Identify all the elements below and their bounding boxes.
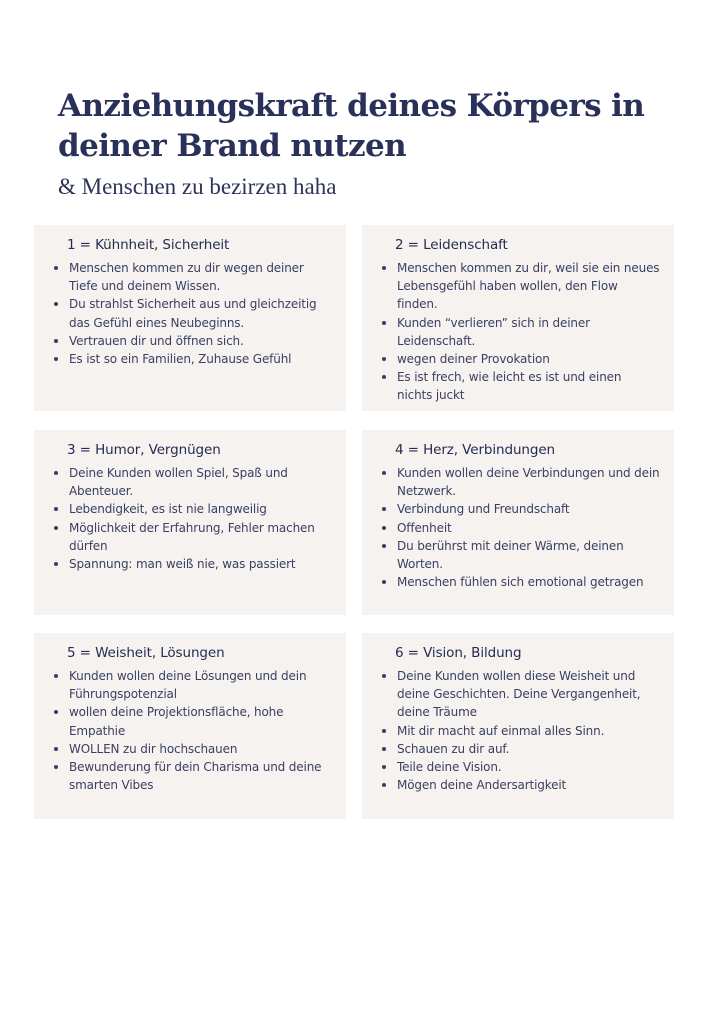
bullet-icon (54, 674, 58, 678)
list-item-text: Menschen fühlen sich emotional getragen (397, 575, 644, 590)
list-item-text: WOLLEN zu dir hochschauen (69, 741, 238, 756)
list-item-text: wegen deiner Provokation (397, 352, 550, 367)
page-subtitle: & Menschen zu bezirzen haha (58, 174, 337, 199)
card-heading: 3 = Humor, Vergnügen (67, 442, 221, 458)
list-item (382, 667, 660, 722)
list-item (382, 519, 660, 537)
card-vision (362, 633, 674, 819)
bullet-icon (54, 266, 58, 270)
bullet-icon (382, 544, 386, 548)
list-item (382, 722, 660, 740)
card-heading: 1 = Kühnheit, Sicherheit (67, 237, 230, 253)
list-item-text: Verbindung und Freundschaft (397, 502, 570, 517)
list-item-text: Mögen deine Andersartigkeit (397, 778, 567, 793)
list-item (54, 740, 332, 758)
bullet-icon (54, 302, 58, 306)
card-heading: 5 = Weisheit, Lösungen (67, 645, 225, 661)
card-herz (362, 430, 674, 615)
bullet-icon (382, 580, 386, 584)
list-item-text: Kunden wollen deine Lösungen und dein Führungspotenzial (69, 669, 307, 702)
bullet-icon (382, 266, 386, 270)
list-item (382, 350, 660, 368)
bullet-icon (382, 471, 386, 475)
bullet-icon (382, 747, 386, 751)
list-item-text: Es ist frech, wie leicht es ist und einen nichts juckt (397, 370, 622, 403)
list-item (54, 464, 332, 500)
page-title: Anziehungskraft deines Körpers in deiner Brand nutzen (58, 88, 645, 164)
list-item-text: Teile deine Vision. (397, 760, 502, 775)
list-item-text: Mit dir macht auf einmal alles Sinn. (397, 723, 605, 738)
list-item (54, 703, 332, 739)
list-item (382, 500, 660, 518)
list-item-text: Lebendigkeit, es ist nie langweilig (69, 502, 267, 517)
list-item-text: Spannung: man weiß nie, was passiert (69, 557, 296, 572)
list-item-text: Deine Kunden wollen Spiel, Spaß und Abenteuer. (69, 466, 288, 499)
bullet-list (54, 667, 332, 794)
list-item-text: Kunden wollen deine Verbindungen und dein Netzwerk. (397, 466, 660, 499)
list-item-text: Kunden “verlieren” sich in deiner Leidenschaft. (397, 315, 590, 348)
list-item-text: wollen deine Projektionsfläche, hohe Empathie (69, 705, 284, 738)
list-item (382, 776, 660, 794)
list-item (382, 758, 660, 776)
list-item-text: Vertrauen dir und öffnen sich. (69, 333, 244, 348)
list-item-text: Du berührst mit deiner Wärme, deinen Worten. (397, 538, 624, 572)
bullet-icon (54, 471, 58, 475)
bullet-icon (54, 710, 58, 714)
list-item-text: Offenheit (397, 520, 452, 535)
list-item (54, 555, 332, 573)
list-item (382, 537, 660, 573)
list-item (382, 740, 660, 758)
bullet-icon (382, 783, 386, 787)
list-item-text: Du strahlst Sicherheit aus und gleichzeitig das Gefühl eines Neubeginns. (69, 297, 317, 330)
bullet-icon (382, 375, 386, 379)
bullet-icon (382, 729, 386, 733)
bullet-list (382, 667, 660, 794)
bullet-icon (382, 526, 386, 530)
list-item (54, 758, 332, 794)
list-item (54, 350, 332, 368)
bullet-icon (54, 526, 58, 530)
bullet-icon (54, 357, 58, 361)
bullet-list (382, 259, 660, 405)
bullet-icon (382, 507, 386, 511)
list-item (382, 314, 660, 350)
card-kuehnheit (34, 225, 346, 411)
bullet-list (54, 259, 332, 368)
bullet-list (382, 464, 660, 591)
list-item-text: Möglichkeit der Erfahrung, Fehler machen dürfen (69, 520, 315, 553)
list-item-text: Bewunderung für dein Charisma und deine smarten Vibes (69, 760, 322, 793)
list-item (382, 573, 660, 591)
list-item-text: Menschen kommen zu dir wegen deiner Tiefe und deinem Wissen. (69, 261, 304, 294)
card-heading: 2 = Leidenschaft (395, 237, 508, 253)
list-item (54, 500, 332, 518)
card-leidenschaft (362, 225, 674, 411)
bullet-icon (54, 747, 58, 751)
bullet-icon (382, 357, 386, 361)
list-item (54, 519, 332, 555)
card-heading: 4 = Herz, Verbindungen (395, 442, 555, 458)
list-item (54, 332, 332, 350)
list-item (382, 368, 660, 404)
bullet-icon (54, 765, 58, 769)
card-heading: 6 = Vision, Bildung (395, 645, 522, 661)
list-item-text: Es ist so ein Familien, Zuhause Gefühl (69, 352, 292, 367)
list-item (54, 259, 332, 295)
list-item-text: Schauen zu dir auf. (397, 741, 510, 756)
list-item (382, 464, 660, 500)
bullet-icon (54, 507, 58, 511)
bullet-icon (382, 674, 386, 678)
bullet-icon (382, 321, 386, 325)
card-weisheit (34, 633, 346, 819)
list-item (382, 259, 660, 314)
list-item (54, 667, 332, 703)
bullet-icon (54, 339, 58, 343)
bullet-icon (54, 562, 58, 566)
card-humor (34, 430, 346, 615)
bullet-icon (382, 765, 386, 769)
list-item (54, 295, 332, 331)
bullet-list (54, 464, 332, 573)
list-item-text: Deine Kunden wollen diese Weisheit und deine Geschichten. Deine Vergangenheit, deine Träume (397, 669, 641, 720)
list-item-text: Menschen kommen zu dir, weil sie ein neues Lebensgefühl haben wollen, den Flow finden. (397, 261, 660, 312)
